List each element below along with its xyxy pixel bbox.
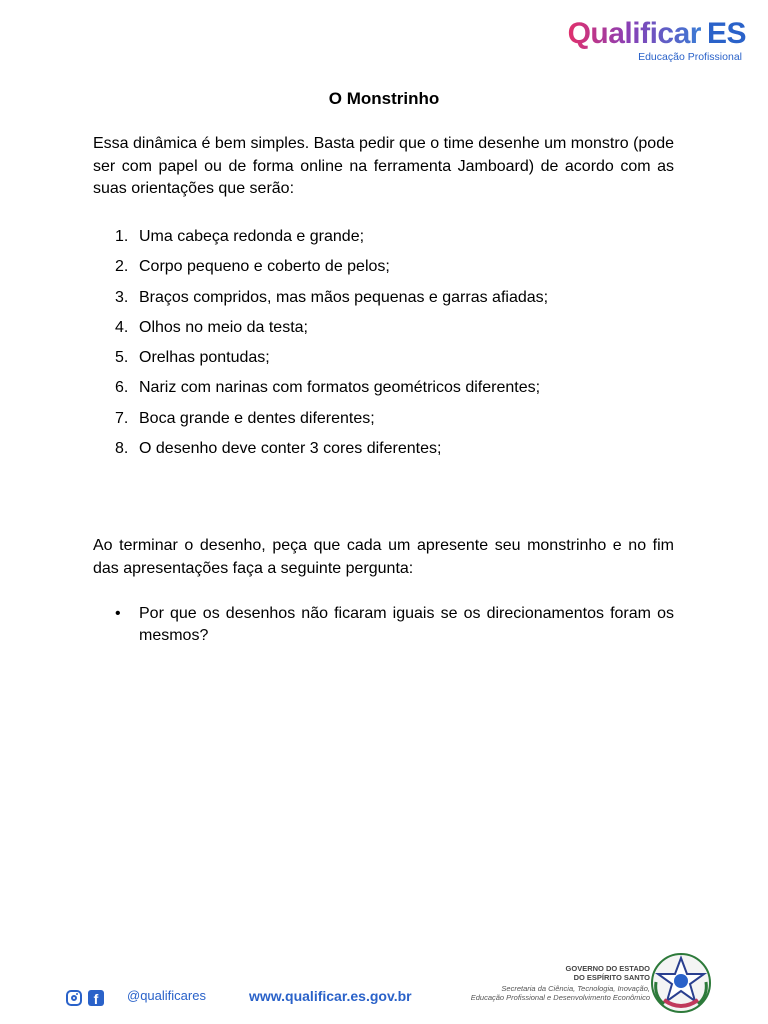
list-number: 4. xyxy=(115,318,129,336)
page-footer xyxy=(0,950,768,1024)
list-item xyxy=(93,283,653,313)
list-item xyxy=(93,373,653,403)
list-item-text: Olhos no meio da testa; xyxy=(139,318,308,336)
question-text: Por que os desenhos não ficaram iguais se os direcionamentos foram os mesmos? xyxy=(139,605,674,644)
list-item-text: Boca grande e dentes diferentes; xyxy=(139,409,375,427)
list-number: 3. xyxy=(115,288,129,306)
list-number: 8. xyxy=(115,440,129,458)
secretaria-line-2: Educação Profissional e Desenvolvimento Econômico xyxy=(470,992,650,1002)
government-credit xyxy=(471,965,650,1002)
list-number: 7. xyxy=(115,409,129,427)
closing-paragraph: Ao terminar o desenho, peça que cada um apresente seu monstrinho e no fim das apresentações faça a seguinte pergunta: xyxy=(93,537,674,577)
secretaria-line-1: Secretaria da Ciência, Tecnologia, Inovação, xyxy=(501,984,650,993)
list-item-text: Braços compridos, mas mãos pequenas e garras afiadas; xyxy=(139,288,549,306)
instruction-list xyxy=(93,222,653,464)
gov-line-2: DO ESPÍRITO SANTO xyxy=(573,972,650,982)
logo-es-text: ES xyxy=(706,17,746,50)
social-handle: @qualificares xyxy=(127,988,206,1003)
facebook-icon[interactable]: f xyxy=(88,990,104,1006)
question-bullet-item xyxy=(93,603,674,647)
list-item xyxy=(93,222,653,252)
list-item-text: O desenho deve conter 3 cores diferentes; xyxy=(139,440,442,458)
intro-paragraph: Essa dinâmica é bem simples. Basta pedir que o time desenhe um monstro (pode ser com papel ou de forma online na ferramenta Jamboard) de acordo com as suas orientações que serão: xyxy=(93,135,674,197)
list-number: 2. xyxy=(115,258,129,276)
list-item-text: Nariz com narinas com formatos geométricos diferentes; xyxy=(139,379,541,397)
list-item xyxy=(93,404,653,434)
list-number: 1. xyxy=(115,228,129,245)
list-item xyxy=(93,313,653,343)
list-item xyxy=(93,252,653,282)
list-item-text: Corpo pequeno e coberto de pelos; xyxy=(139,258,390,276)
list-number: 6. xyxy=(115,379,129,397)
list-item xyxy=(93,434,653,464)
logo-subtitle: Educação Profissional xyxy=(638,51,742,63)
state-seal-icon xyxy=(650,952,712,1014)
list-item-text: Uma cabeça redonda e grande; xyxy=(139,228,365,245)
gov-line-1: GOVERNO DO ESTADO xyxy=(565,964,650,973)
instagram-icon[interactable] xyxy=(66,990,82,1006)
list-item-text: Orelhas pontudas; xyxy=(139,349,270,367)
logo-qualificar-text: Qualificar xyxy=(567,17,701,50)
document-title: O Monstrinho xyxy=(328,89,440,108)
website-link[interactable]: www.qualificar.es.gov.br xyxy=(249,988,412,1004)
logo-wordmark xyxy=(568,16,746,52)
bullet-marker: • xyxy=(115,605,121,622)
list-number: 5. xyxy=(115,349,129,367)
list-item xyxy=(93,343,653,373)
qualificar-logo xyxy=(556,14,746,64)
